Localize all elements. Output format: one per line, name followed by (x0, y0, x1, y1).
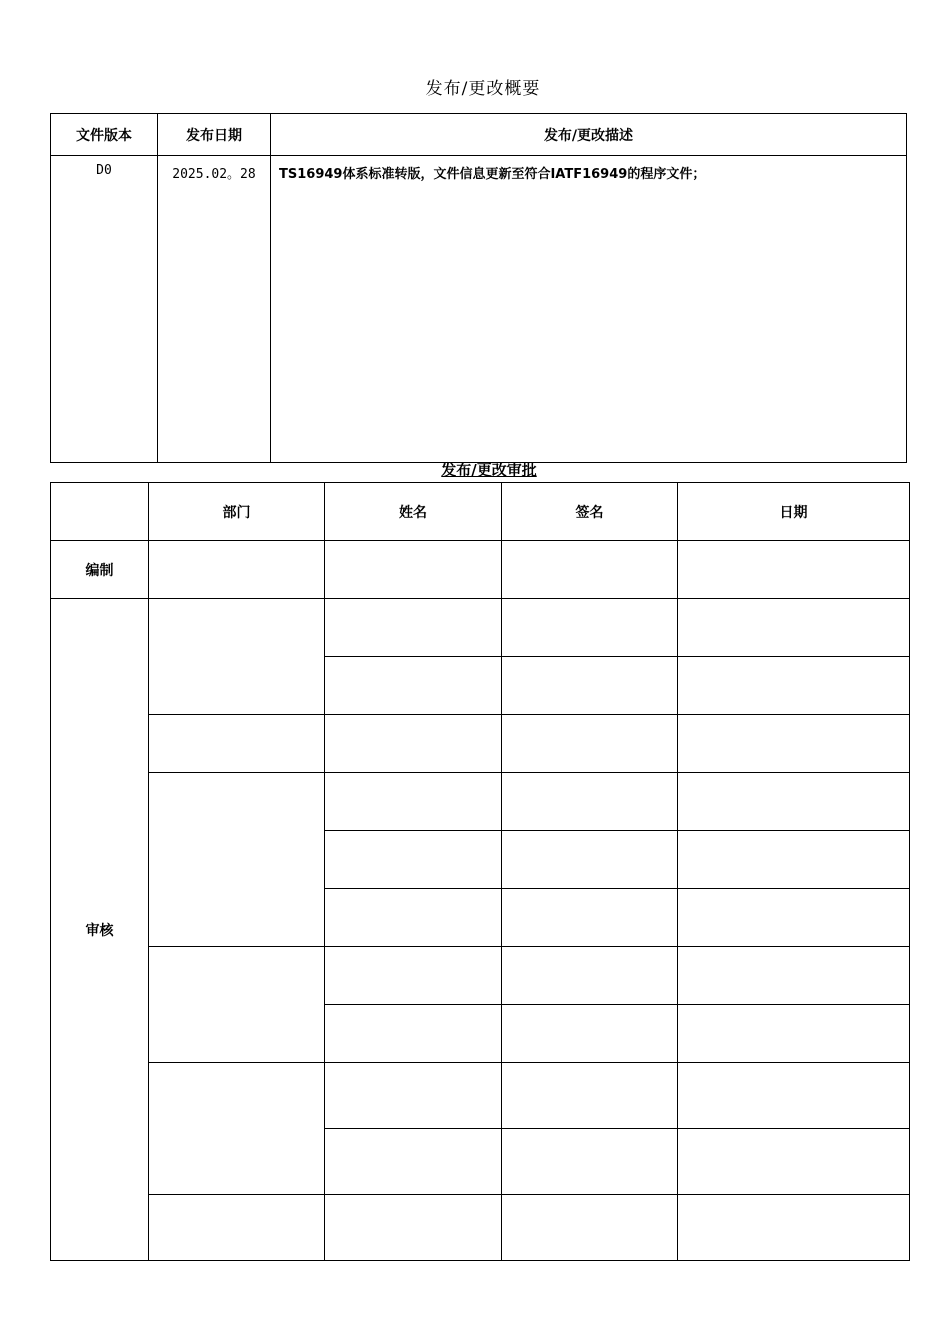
review-row (51, 715, 910, 773)
signature-cell (502, 541, 678, 599)
header-version: 文件版本 (51, 114, 158, 156)
date-cell (678, 715, 910, 773)
name-cell (325, 889, 502, 947)
header-blank (51, 483, 149, 541)
review-row (51, 773, 910, 831)
review-row (51, 1195, 910, 1261)
name-cell (325, 599, 502, 657)
description-cell: TS16949体系标准转版，文件信息更新至符合IATF16949的程序文件； (271, 156, 907, 463)
signature-cell (502, 947, 678, 1005)
date-cell (678, 1195, 910, 1261)
signature-cell (502, 1129, 678, 1195)
name-cell (325, 657, 502, 715)
header-date: 发布日期 (158, 114, 271, 156)
department-cell (149, 773, 325, 947)
date-cell (678, 889, 910, 947)
date-cell (678, 541, 910, 599)
review-row (51, 599, 910, 657)
header-description: 发布/更改描述 (271, 114, 907, 156)
name-cell (325, 1005, 502, 1063)
department-cell (149, 715, 325, 773)
department-cell (149, 541, 325, 599)
department-cell (149, 599, 325, 715)
date-cell (678, 599, 910, 657)
review-label: 审核 (51, 599, 149, 1261)
name-cell (325, 773, 502, 831)
date-cell (678, 831, 910, 889)
name-cell (325, 541, 502, 599)
header-name: 姓名 (325, 483, 502, 541)
signature-cell (502, 1063, 678, 1129)
name-cell (325, 1195, 502, 1261)
signature-cell (502, 1005, 678, 1063)
name-cell (325, 1129, 502, 1195)
header-department: 部门 (149, 483, 325, 541)
page-title: 发布/更改概要 (425, 79, 541, 99)
date-cell (678, 1129, 910, 1195)
date-cell (678, 657, 910, 715)
signature-cell (502, 657, 678, 715)
department-cell (149, 1063, 325, 1195)
department-cell (149, 947, 325, 1063)
name-cell (325, 831, 502, 889)
table-header-row (51, 483, 910, 541)
name-cell (325, 715, 502, 773)
date-cell: 2025.02。28 (158, 156, 271, 463)
review-row (51, 1063, 910, 1129)
compile-label: 编制 (51, 541, 149, 599)
signature-cell (502, 889, 678, 947)
signature-cell (502, 831, 678, 889)
table-row (51, 156, 907, 463)
date-cell (678, 773, 910, 831)
compile-row (51, 541, 910, 599)
header-date: 日期 (678, 483, 910, 541)
approval-table (50, 482, 910, 1261)
date-cell (678, 1005, 910, 1063)
signature-cell (502, 599, 678, 657)
signature-cell (502, 715, 678, 773)
release-summary-table (50, 113, 907, 463)
signature-cell (502, 1195, 678, 1261)
name-cell (325, 947, 502, 1005)
table-header-row (51, 114, 907, 156)
signature-cell (502, 773, 678, 831)
date-cell (678, 947, 910, 1005)
date-cell (678, 1063, 910, 1129)
name-cell (325, 1063, 502, 1129)
header-signature: 签名 (502, 483, 678, 541)
version-cell: D0 (51, 156, 158, 463)
approval-title: 发布/更改审批 (441, 461, 537, 479)
department-cell (149, 1195, 325, 1261)
review-row (51, 947, 910, 1005)
